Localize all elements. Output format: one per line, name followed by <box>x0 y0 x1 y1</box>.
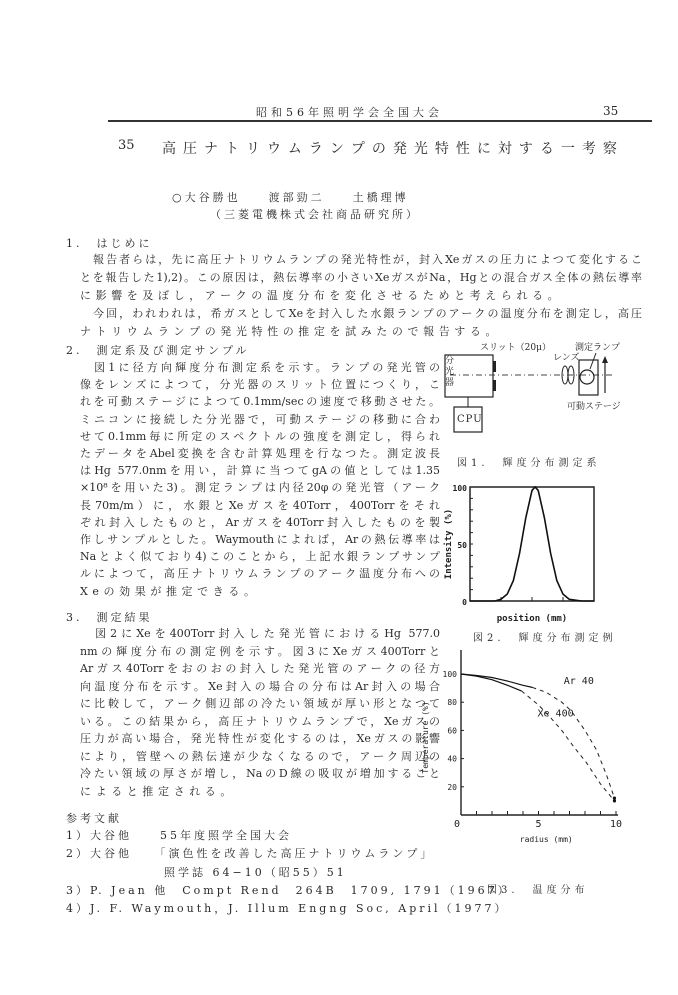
x-tick-label: 0 <box>453 819 461 830</box>
section-3-heading: 3. 測定結果 <box>66 611 153 624</box>
paragraph-line: Arガス40Torrをおのおの封入した発光管のアークの径方 <box>80 662 440 675</box>
references-heading: 参考文献 <box>66 812 122 825</box>
reference-item: 1）大谷他 55年度照学全国大会 <box>66 829 292 842</box>
series-line-extrapolated <box>532 687 614 798</box>
paragraph-line: ×10⁸を用いた3)。測定ランプは内径20φの発光管（アーク <box>80 481 440 495</box>
affiliation: （三菱電機株式会社商品研究所） <box>210 208 420 221</box>
stage-label: 可動ステージ <box>567 402 621 412</box>
section-2-heading: 2. 測定系及び測定サンプル <box>66 344 250 357</box>
y-tick-label: 100 <box>452 484 467 493</box>
y-tick-label: 20 <box>447 782 457 792</box>
reference-item: 4）J. F. Waymouth，J. Illum Engng Soc, April（1977） <box>66 902 509 916</box>
paragraph-line: はHg 577.0nmを用い，計算に当つてgAの値としては1.35 <box>80 464 440 478</box>
paragraph-line: いる。この結果から，高圧ナトリウムランプで，Xeガスの <box>80 714 440 728</box>
paragraph-line: 今回，われわれは，希ガスとしてXeを封入した水銀ランプのアークの温度分布を測定し，高圧 <box>80 307 642 320</box>
reference-item: 2）大谷他 「演色性を改善した高圧ナトリウムランプ」 <box>66 847 435 861</box>
paragraph-line: ルによつて，高圧ナトリウムランプのアーク温度分布への <box>80 567 440 581</box>
conference-header: 昭和56年照明学会全国大会 <box>256 106 443 119</box>
spectrometer-label: 分光器 <box>445 356 455 388</box>
lamp-icon <box>580 370 594 384</box>
paragraph-line: ミニコンに接続した分光器で，可動ステージの移動に合わ <box>80 412 440 426</box>
y-axis-label: Intensity (%) <box>444 508 454 580</box>
series-end-point <box>613 799 616 802</box>
paragraph-line: とを報告した1),2)。この原因は，熱伝導率の小さいXeガスがNa，Hgとの混合ガス全体の熱伝導率 <box>80 271 642 284</box>
figure-2-caption: 図2. 輝度分布測定例 <box>473 633 617 644</box>
x-tick-label: 5 <box>535 819 542 830</box>
paragraph-line: nmの輝度分布の測定例を示す。図3にXeガス400Torrと <box>80 644 440 658</box>
paragraph-line: 圧力が高い場合，発光特性が変化するのは，Xeガスの影響 <box>80 732 440 745</box>
intensity-curve <box>470 487 594 601</box>
y-tick-label: 40 <box>447 754 457 764</box>
authors: ○大谷勝也 渡部勁二 土橋理博 <box>172 191 409 204</box>
paragraph-line: によると推定される。 <box>80 784 236 798</box>
paragraph-line: 冷たい領域の厚さが増し，NaのD線の吸収が増加すること <box>80 767 440 780</box>
y-tick-label: 100 <box>442 670 457 679</box>
paragraph-line: 向温度分布を示す。Xe封入の場合の分布はAr封入の場合 <box>80 679 440 693</box>
paragraph-line: に比較して，アーク側辺部の冷たい領域が厚い形となつて <box>80 697 440 710</box>
paragraph-line: Naとよく似ており4)このことから，上記水銀ランプサンプ <box>80 550 440 564</box>
stage-box <box>579 360 598 395</box>
paragraph-line: 報告者らは，先に高圧ナトリウムランプの発光特性が，封入Xeガスの圧力によつて変化するこ <box>80 253 642 266</box>
x-axis-label: position (mm) <box>496 614 568 624</box>
paragraph-line: たデータをAbel変換を含む計算処理を行なつた。測定波長 <box>80 447 440 460</box>
page-number: 35 <box>603 104 619 118</box>
series-label: Ar 40 <box>563 675 594 687</box>
series-label: Xe 400 <box>537 708 574 720</box>
paper-title: 高圧ナトリウムランプの発光特性に対する一考察 <box>162 141 624 157</box>
cpu-label: CPU <box>457 414 483 425</box>
y-tick-label: 50 <box>457 541 467 550</box>
paper-number: 35 <box>118 138 135 153</box>
slit <box>493 361 496 372</box>
figure-2-chart <box>420 475 620 625</box>
paragraph-line: 長70m/m）に，水銀とXeガスを40Torr，400Torrをそれ <box>80 498 440 512</box>
paragraph-line: 図2にXeを400Torr封入した発光管におけるHg 577.0 <box>80 627 440 640</box>
x-tick-label: 10 <box>609 819 623 830</box>
paragraph-line: れを可動ステージによつて0.1mm/secの速度で移動させた。 <box>80 395 440 409</box>
x-axis-label: radius (mm) <box>519 835 573 844</box>
header-rule <box>108 120 652 122</box>
series-end-point <box>613 796 616 799</box>
y-axis-label: Temperature (%) <box>421 701 430 774</box>
y-tick-label: 80 <box>447 698 457 708</box>
reference-item: 3）P. Jean 他 Compt Rend 264B 1709, 1791（1967） <box>66 883 512 897</box>
plot-frame <box>470 487 594 601</box>
y-tick-label: 0 <box>462 598 467 607</box>
figure-1-caption: 図1. 輝度分布測定系 <box>457 458 601 469</box>
paragraph-line: ナトリウムランプの発光特性の推定を試みたので報告する。 <box>80 325 502 338</box>
y-tick-label: 60 <box>447 726 457 736</box>
paragraph-line: せて0.1mm毎に所定のスペクトルの強度を測定し，得られ <box>80 429 440 443</box>
paragraph-line: 作しサンプルとした。Waymouthによれば，Arの熱伝導率は <box>80 533 440 546</box>
slit-label: スリット（20μ） <box>480 343 551 353</box>
paragraph-line: 像をレンズによつて，分光器のスリット位置につくり，こ <box>80 378 440 392</box>
figure-3-chart <box>410 650 640 855</box>
lens-label: レンズ <box>553 353 580 363</box>
paragraph-line: により，管壁への熱伝達が少なくなるので，アーク周辺の <box>80 749 440 763</box>
slit <box>493 380 496 391</box>
lamp-label: 測定ランプ <box>575 343 621 353</box>
section-1-heading: 1. はじめに <box>66 237 153 250</box>
paragraph-line: Xeの効果が推定できる。 <box>80 584 260 598</box>
paragraph-line: に影響を及ぼし，アークの温度分布を変化させるためと考えられる。 <box>80 289 564 302</box>
reference-item: 照学誌 64−10（昭55）51 <box>66 865 347 879</box>
figure-3-caption: 図3. 温度分布 <box>487 885 589 896</box>
paragraph-line: 図1に径方向輝度分布測定系を示す。ランプの発光管の <box>80 361 440 374</box>
paragraph-line: ぞれ封入したものと，Arガスを40Torr封入したものを製 <box>80 515 440 529</box>
